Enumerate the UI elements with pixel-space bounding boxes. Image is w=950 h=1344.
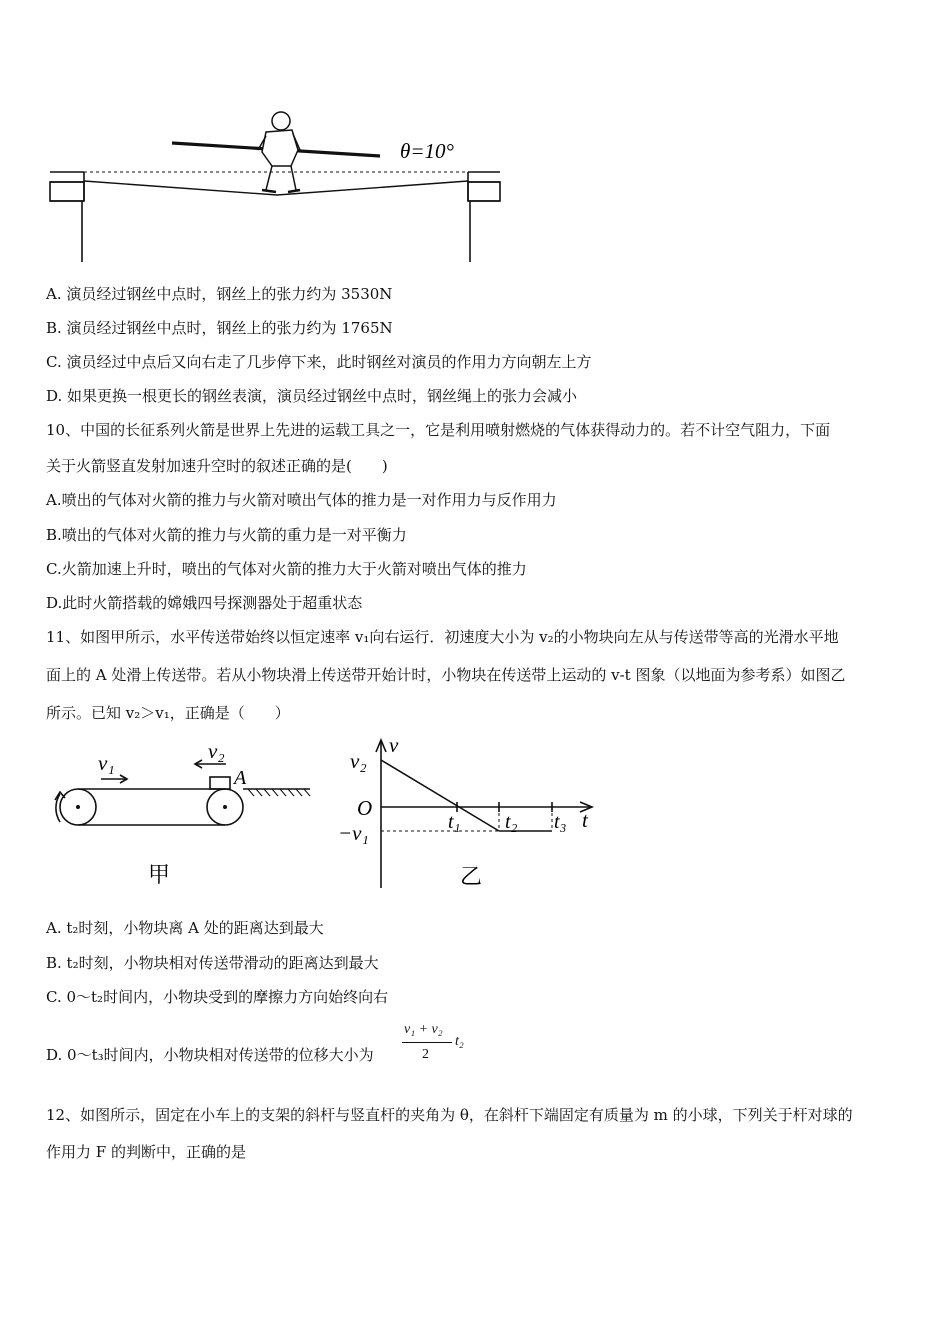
fraction-denominator: 2 [422,1047,429,1062]
q10-option-a: A.喷出的气体对火箭的推力与火箭对喷出气体的推力是一对作用力与反作用力 [46,491,557,509]
label-v1: v₁ [98,751,115,775]
axis-label-v: v [389,733,399,757]
tick-label-t2: t₂ [505,811,518,833]
q9-option-c: C. 演员经过中点后又向右走了几步停下来，此时钢丝对演员的作用力方向朝左上方 [46,353,592,371]
q11-stem-line1: 11、如图甲所示，水平传送带始终以恒定速率 v₁向右运行．初速度大小为 v₂的小物块向左从与传送带等高的光滑水平地 [46,628,839,646]
left-post [50,172,84,262]
fraction-bar [402,1042,452,1043]
fraction-tail: t₂ [455,1034,464,1049]
caption-yi: 乙 [460,864,483,889]
q11-option-d: D. 0～t₃时间内，小物块相对传送带的位移大小为 [46,1046,374,1064]
fraction-numerator: v₁ + v₂ [404,1022,443,1037]
tick-label-t1: t₁ [448,811,461,833]
tick-label-t3: t₃ [554,811,567,833]
q9-option-d: D. 如果更换一根更长的钢丝表演，演员经过钢丝中点时，钢丝绳上的张力会减小 [46,387,578,405]
tick-label-neg-v1: −v₁ [338,821,369,845]
vt-graph [330,730,610,900]
steel-wire [84,181,468,195]
conveyor-figure [38,736,338,896]
q11-option-c: C. 0～t₂时间内，小物块受到的摩擦力方向始终向右 [46,988,389,1006]
q12-stem-line1: 12、如图所示，固定在小车上的支架的斜杆与竖直杆的夹角为 θ，在斜杆下端固定有质量为 m 的小球，下列关于杆对球的 [46,1106,853,1124]
q11-option-b: B. t₂时刻，小物块相对传送带滑动的距离达到最大 [46,954,379,972]
performer [258,112,300,192]
tightrope-figure [0,0,950,270]
q10-option-b: B.喷出的气体对火箭的推力与火箭的重力是一对平衡力 [46,526,407,544]
q11-stem-line3: 所示。已知 v₂＞v₁，正确是（ ） [46,704,290,722]
q10-option-c: C.火箭加速上升时，喷出的气体对火箭的推力大于火箭对喷出气体的推力 [46,560,527,578]
q9-option-a: A. 演员经过钢丝中点时，钢丝上的张力约为 3530N [46,285,393,303]
right-post [468,172,500,262]
q11-stem-line2: 面上的 A 处滑上传送带。若从小物块滑上传送带开始计时，小物块在传送带上运动的 v-t 图象（以地面为参考系）如图乙 [46,666,846,684]
block [210,777,230,789]
velocity-line-decel [381,760,499,831]
origin-label: O [357,796,373,820]
tick-label-v2: v₂ [350,749,367,773]
fraction-expression [402,1022,482,1068]
axis-label-t: t [582,808,588,832]
label-v2: v₂ [208,739,225,763]
q10-option-d: D.此时火箭搭载的嫦娥四号探测器处于超重状态 [46,594,363,612]
q9-option-b: B. 演员经过钢丝中点时，钢丝上的张力约为 1765N [46,319,393,337]
q10-stem-line2: 关于火箭竖直发射加速升空时的叙述正确的是( ) [46,457,388,475]
caption-jia: 甲 [148,862,171,887]
label-a: A [234,767,247,789]
q10-stem-line1: 10、中国的长征系列火箭是世界上先进的运载工具之一，它是利用喷射燃烧的气体获得动力的。若不计空气阻力，下面 [46,421,831,439]
q11-option-a: A. t₂时刻，小物块离 A 处的距离达到最大 [46,919,324,937]
q12-stem-line2: 作用力 F 的判断中，正确的是 [46,1143,246,1161]
angle-label: θ=10° [400,139,454,163]
